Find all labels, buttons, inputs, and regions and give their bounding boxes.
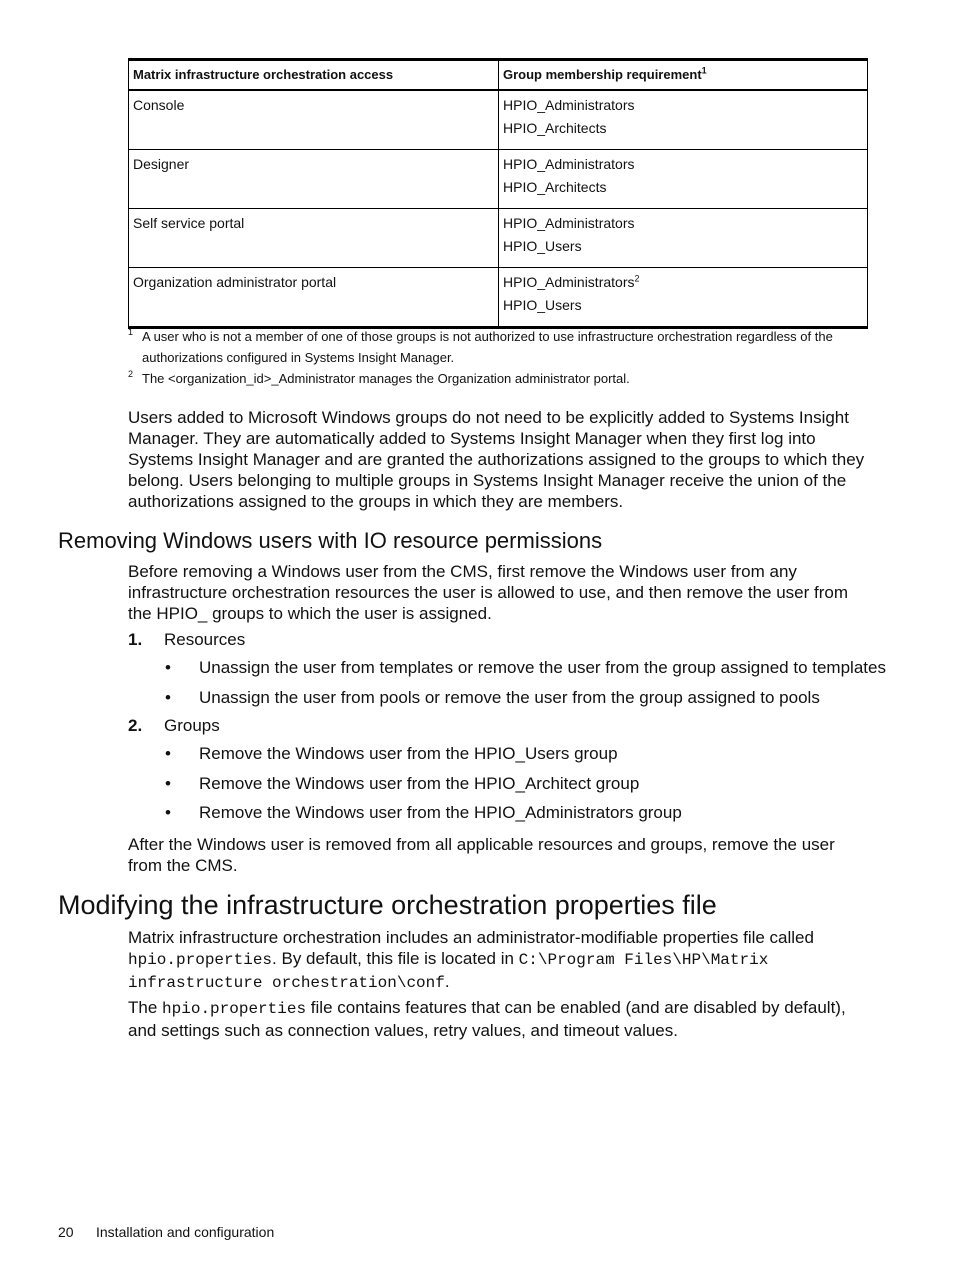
footnote-1: 1 A user who is not a member of one of those groups is not authorized to use infrastructure orchestration regardless of the authorizations configured in Systems Insight Manager.	[128, 327, 833, 365]
removing-intro: Before removing a Windows user from the CMS, first remove the Windows user from any infrastructure orchestration resources the user is allowed to use, and then remove the user from the HPIO_ groups to which the user is assigned.	[128, 562, 849, 623]
table-cell-groups: HPIO_Administrators HPIO_Users	[499, 209, 868, 268]
removing-outro: After the Windows user is removed from all applicable resources and groups, remove the user from the CMS.	[128, 835, 835, 875]
properties-filename: hpio.properties	[162, 1000, 307, 1018]
list-item: • Remove the Windows user from the HPIO_Architect group	[165, 774, 640, 793]
modifying-paragraph-1: Matrix infrastructure orchestration includes an administrator-modifiable properties file called hpio.properties. By default, this file is located in C:\Program Files\HP\Matrix infrastructure orchestration\conf.	[128, 928, 814, 992]
table-row	[129, 90, 868, 150]
footnote-2: 2 The <organization_id>_Administrator manages the Organization administrator portal.	[128, 369, 630, 386]
step-1: 1. Resources	[128, 630, 246, 649]
page-footer	[58, 1222, 274, 1242]
table-header-row	[129, 60, 868, 91]
table-cell-groups: HPIO_Administrators HPIO_Architects	[499, 150, 868, 209]
table-cell-access: Self service portal	[129, 209, 499, 268]
table-row	[129, 209, 868, 268]
page-number: 20	[58, 1224, 74, 1240]
list-item: • Unassign the user from templates or remove the user from the group assigned to templates	[165, 658, 886, 677]
intro-paragraph: Users added to Microsoft Windows groups do not need to be explicitly added to Systems Insight Manager. They are automatically added to Systems Insight Manager when they first log into Systems Insight Manager and are granted the authorizations assigned to the groups to which they belong. Users belonging to multiple groups in Systems Insight Manager receive the union of the authorizations assigned to the groups in which they are members.	[128, 408, 865, 511]
section-heading-modifying: Modifying the infrastructure orchestration properties file	[58, 890, 717, 920]
table-row	[129, 268, 868, 328]
table-cell-access: Designer	[129, 150, 499, 209]
table-row	[129, 150, 868, 209]
table-cell-groups: HPIO_Administrators$^2$ HPIO_Users	[499, 268, 868, 328]
footnote-ref-2: 2	[634, 273, 640, 284]
step-2: 2. Groups	[128, 716, 220, 735]
properties-filename: hpio.properties	[128, 951, 273, 969]
access-requirements-table	[128, 58, 868, 329]
bullet-icon: •	[165, 658, 171, 677]
list-item: • Remove the Windows user from the HPIO_Users group	[165, 744, 618, 763]
bullet-icon: •	[165, 688, 171, 707]
bullet-icon: •	[165, 803, 171, 822]
table-cell-access: Console	[129, 90, 499, 150]
bullet-icon: •	[165, 744, 171, 763]
properties-path: C:\Program Files\HP\Matrix infrastructure orchestration\conf	[128, 951, 769, 992]
list-item: • Remove the Windows user from the HPIO_Administrators group	[165, 803, 682, 822]
section-heading-removing: Removing Windows users with IO resource permissions	[58, 528, 603, 553]
header-access: Matrix infrastructure orchestration access	[129, 60, 499, 91]
table-cell-groups: HPIO_Administrators HPIO_Architects	[499, 90, 868, 150]
table-cell-access: Organization administrator portal	[129, 268, 499, 328]
modifying-paragraph-2: The hpio.properties file contains features that can be enabled (and are disabled by default), and settings such as connection values, retry values, and timeout values.	[128, 998, 846, 1040]
list-item: • Unassign the user from pools or remove the user from the group assigned to pools	[165, 688, 820, 707]
header-group-requirement: Group membership requirement$^1$	[499, 60, 868, 91]
footnote-ref-1: 1	[701, 65, 707, 76]
footer-section-title: Installation and configuration	[96, 1224, 275, 1240]
bullet-icon: •	[165, 774, 171, 793]
